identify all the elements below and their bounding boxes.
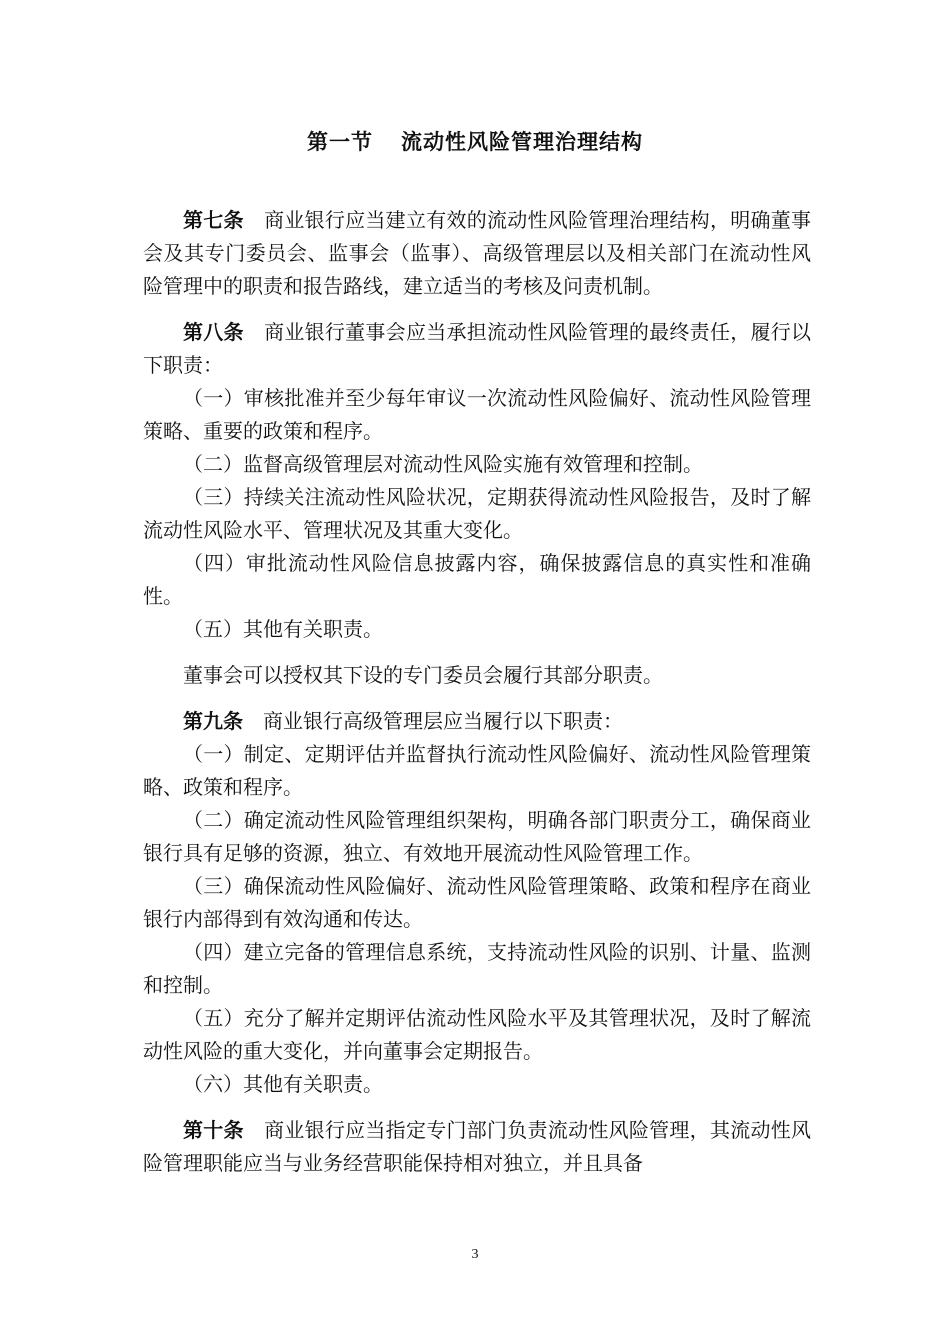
- section-heading: 流动性风险管理治理结构: [401, 130, 643, 154]
- article-item: （二）确定流动性风险管理组织架构，明确各部门职责分工，确保商业银行具有足够的资源，独立、有效地开展流动性风险管理工作。: [143, 808, 811, 865]
- article-10: [143, 1114, 811, 1180]
- article-number: 第十条: [183, 1118, 244, 1142]
- article-note: 董事会可以授权其下设的专门委员会履行其部分职责。: [183, 663, 663, 687]
- article-9: [143, 705, 811, 738]
- article-number: 第七条: [183, 208, 244, 232]
- article-text: 商业银行应当指定专门部门负责流动性风险管理，其流动性风险管理职能应当与业务经营职能保持相对独立，并且具备: [143, 1118, 812, 1175]
- article-number: 第九条: [183, 709, 243, 733]
- article-8: [143, 316, 811, 382]
- article-item: （四）审批流动性风险信息披露内容，确保披露信息的真实性和准确性。: [143, 551, 811, 608]
- article-text: 商业银行应当建立有效的流动性风险管理治理结构，明确董事会及其专门委员会、监事会（监事）、高级管理层以及相关部门在流动性风险管理中的职责和报告路线，建立适当的考核及问责机制。: [143, 208, 812, 298]
- section-title: [0, 126, 950, 156]
- article-item: （四）建立完备的管理信息系统，支持流动性风险的识别、计量、监测和控制。: [143, 940, 811, 997]
- article-item: （三）持续关注流动性风险状况，定期获得流动性风险报告，及时了解流动性风险水平、管理状况及其重大变化。: [143, 485, 811, 542]
- document-body: [143, 204, 811, 1180]
- article-item: （五）其他有关职责。: [183, 617, 383, 641]
- article-number: 第八条: [183, 320, 244, 344]
- article-text: 商业银行董事会应当承担流动性风险管理的最终责任，履行以下职责：: [143, 320, 812, 377]
- article-item: （三）确保流动性风险偏好、流动性风险管理策略、政策和程序在商业银行内部得到有效沟通和传达。: [143, 874, 811, 931]
- article-7: [143, 204, 811, 303]
- article-item: （一）制定、定期评估并监督执行流动性风险偏好、流动性风险管理策略、政策和程序。: [143, 742, 811, 799]
- article-item: （六）其他有关职责。: [183, 1072, 383, 1096]
- article-item: （一）审核批准并至少每年审议一次流动性风险偏好、流动性风险管理策略、重要的政策和程序。: [143, 386, 811, 443]
- article-item: （二）监督高级管理层对流动性风险实施有效管理和控制。: [183, 452, 703, 476]
- article-text: 商业银行高级管理层应当履行以下职责：: [263, 709, 623, 733]
- page-number: 3: [471, 1247, 479, 1262]
- section-number: 第一节: [307, 130, 373, 154]
- article-item: （五）充分了解并定期评估流动性风险水平及其管理状况，及时了解流动性风险的重大变化，并向董事会定期报告。: [143, 1006, 811, 1063]
